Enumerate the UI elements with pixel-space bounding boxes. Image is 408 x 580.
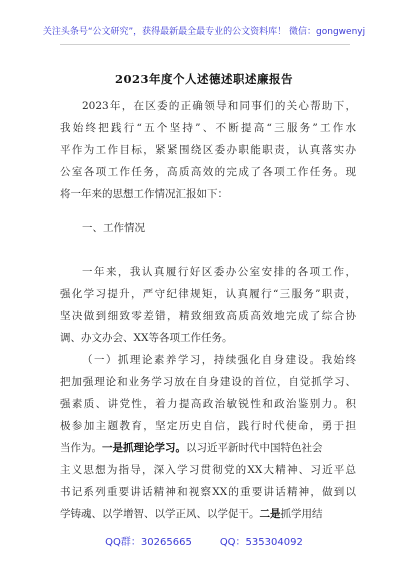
paragraph-line: 强化学习提升，严守纪律规矩，认真履行“三服务”职责， <box>60 288 356 300</box>
paragraph-theory-study <box>60 349 356 525</box>
document-title: 2023年度个人述德述职述廉报告 <box>114 72 293 86</box>
paragraph-line: 平作为工作目标，紧紧围绕区委办职能职责，认真落实办 <box>60 144 356 156</box>
header-divider <box>60 44 350 45</box>
paragraph-line: 调、办文办会、XX等各项工作任务。 <box>60 332 233 344</box>
paragraph-line: 将一年来的思想工作情况汇报如下： <box>60 188 228 200</box>
paragraph-intro <box>60 95 356 205</box>
paragraph-overview <box>60 261 356 349</box>
bold-lead: 二是 <box>259 508 281 520</box>
paragraph-line: 我始终把践行“五个坚持”、不断提高“三服务”工作水 <box>60 122 356 134</box>
paragraph-line: （一）抓理论素养学习，持续强化自身建设。我始终 <box>82 354 356 366</box>
paragraph-line: 2023年，在区委的正确领导和同事们的关心帮助下， <box>82 100 356 112</box>
bold-lead: 一是抓理论学习。 <box>102 442 186 454</box>
footer-contact <box>0 533 408 548</box>
paragraph-line-text: 学铸魂、以学增智、以学正风、以学促干。 <box>60 508 260 520</box>
section-heading-text: 一、工作情况 <box>82 222 145 234</box>
footer-qq-number: QQ：535304092 <box>219 537 303 548</box>
paragraph-line: 一年来，我认真履行好区委办公室安排的各项工作， <box>82 266 356 278</box>
paragraph-line-text: 当作为。 <box>60 442 102 454</box>
paragraph-line: 坚决做到细致零差错，精致细致高质高效地完成了综合协 <box>60 310 356 322</box>
section-heading <box>60 217 356 239</box>
header-banner: 关注头条号“公文研究”，获得最新最全最专业的公文资料库！ 微信：gongwenyj <box>42 27 366 37</box>
footer-qq-group: QQ群：30265665 <box>105 537 192 548</box>
paragraph-line-text: 抓学用结 <box>280 508 323 520</box>
paragraph-line: 公室各项工作任务，高质高效的完成了各项工作任务。现 <box>60 166 356 178</box>
paragraph-line: 极参加主题教育，坚定历史自信，践行时代使命，勇于担 <box>60 420 356 432</box>
paragraph-line: 把加强理论和业务学习放在自身建设的首位，自觉抓学习、 <box>60 376 356 388</box>
paragraph-line: 主义思想为指导，深入学习贯彻党的XX大精神、习近平总 <box>60 464 356 476</box>
paragraph-line <box>60 503 356 525</box>
paragraph-line: 书记系列重要讲话精神和视察XX的重要讲话精神，做到以 <box>60 486 356 498</box>
paragraph-line-text: 以习近平新时代中国特色社会 <box>186 442 323 454</box>
paragraph-line <box>60 437 356 459</box>
paragraph-line: 强素质、讲党性，着力提高政治敏锐性和政治鉴别力。积 <box>60 398 356 410</box>
